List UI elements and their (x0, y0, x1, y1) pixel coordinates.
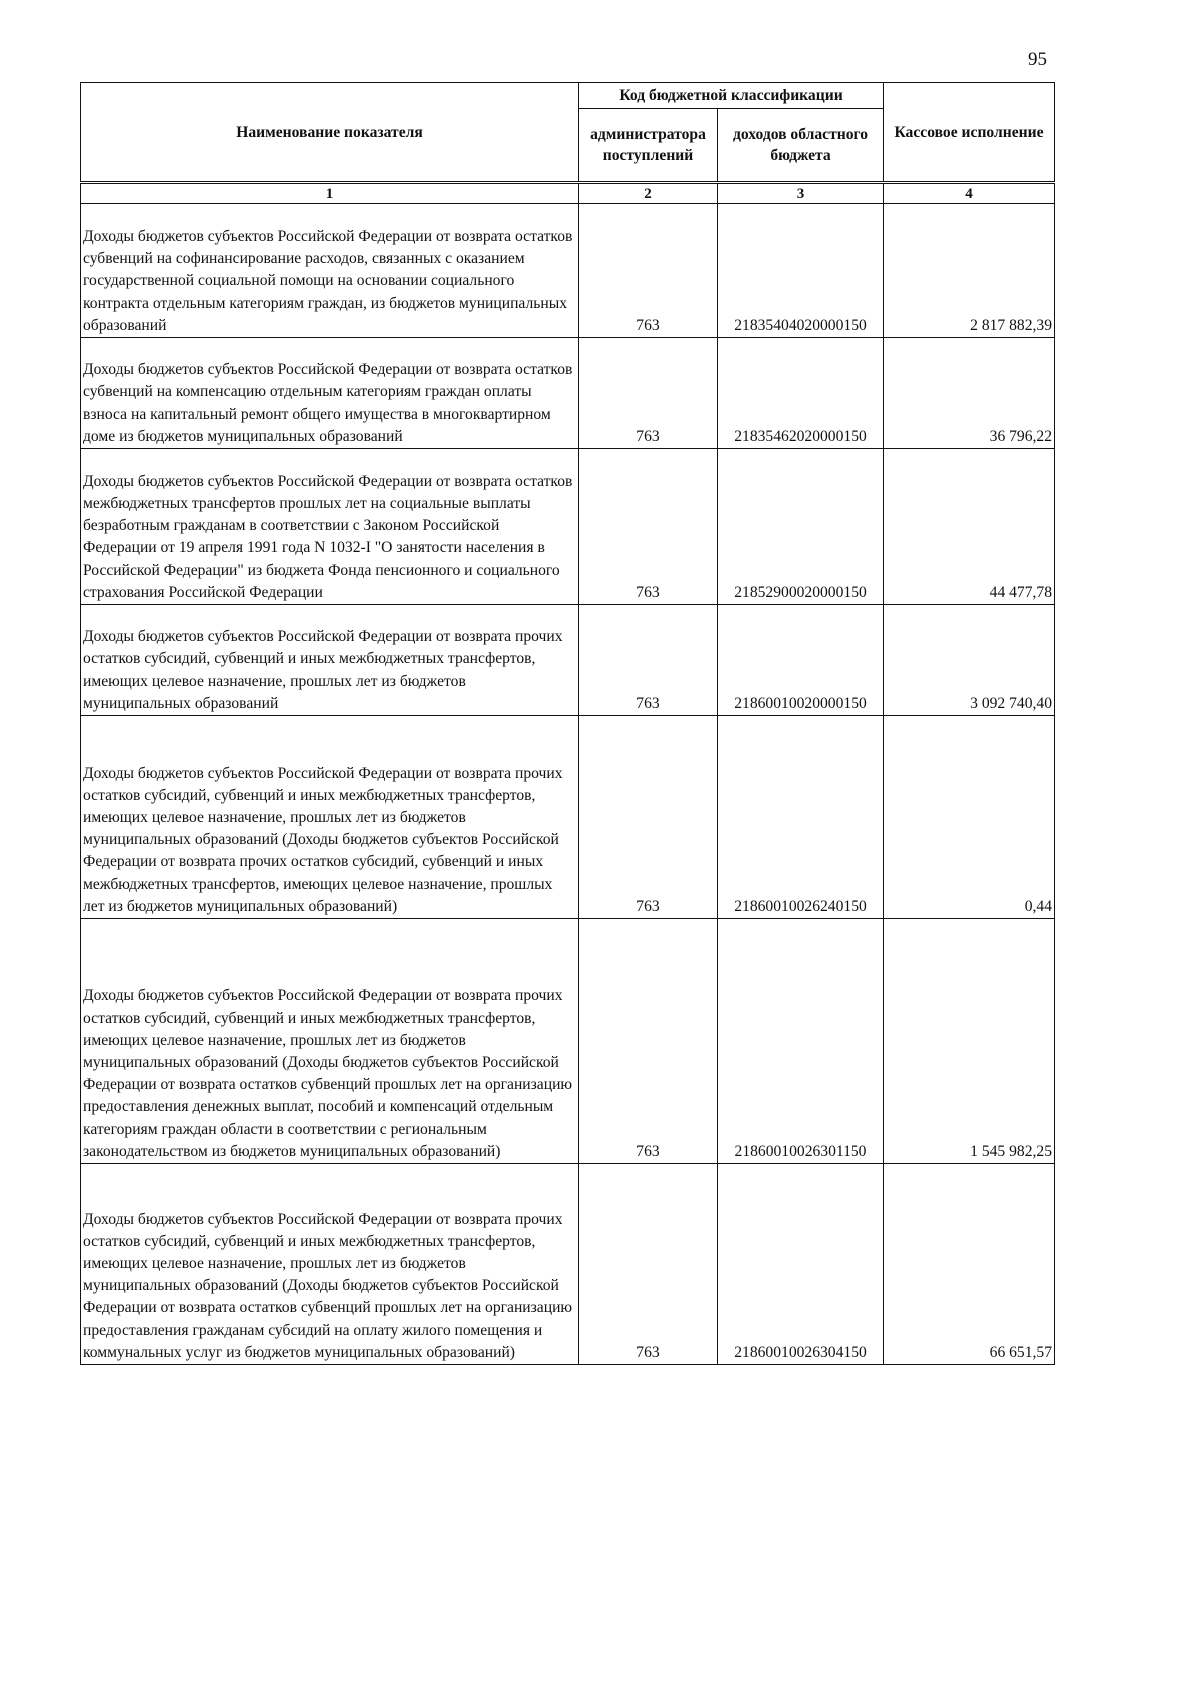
row-revenue-code: 21852900020000150 (718, 449, 884, 605)
budget-table (80, 82, 1055, 1365)
row-name: Доходы бюджетов субъектов Российской Федерации от возврата прочих остатков субсидий, субвенций и иных межбюджетных трансфертов, имеющих целевое назначение, прошлых лет из бюджетов муниципальных образований (Доходы бюджетов субъектов Российской Федерации от возврата прочих остатков субсидий, субвенций и иных межбюджетных трансфертов, имеющих целевое назначение, прошлых лет из бюджетов муниципальных образований) (81, 716, 579, 919)
header-indicator-name: Наименование показателя (81, 83, 579, 183)
row-amount: 36 796,22 (884, 338, 1055, 449)
row-admin-code: 763 (579, 716, 718, 919)
row-revenue-code: 21835462020000150 (718, 338, 884, 449)
row-admin-code: 763 (579, 605, 718, 716)
row-name: Доходы бюджетов субъектов Российской Федерации от возврата прочих остатков субсидий, субвенций и иных межбюджетных трансфертов, имеющих целевое назначение, прошлых лет из бюджетов муниципальных образований (Доходы бюджетов субъектов Российской Федерации от возврата остатков субвенций прошлых лет на организацию предоставления денежных выплат, пособий и компенсаций отдельным категориям граждан области в соответствии с региональным законодательством из бюджетов муниципальных образований) (81, 919, 579, 1164)
row-name: Доходы бюджетов субъектов Российской Федерации от возврата остатков субвенций на компенсацию отдельным категориям граждан оплаты взноса на капитальный ремонт общего имущества в многоквартирном доме из бюджетов муниципальных образований (81, 338, 579, 449)
row-name: Доходы бюджетов субъектов Российской Федерации от возврата остатков субвенций на софинансирование расходов, связанных с оказанием государственной социальной помощи на основании социального контракта отдельным категориям граждан, из бюджетов муниципальных образований (81, 204, 579, 338)
row-revenue-code: 21860010020000150 (718, 605, 884, 716)
row-amount: 44 477,78 (884, 449, 1055, 605)
row-amount: 66 651,57 (884, 1164, 1055, 1365)
column-number: 3 (718, 183, 884, 204)
row-admin-code: 763 (579, 919, 718, 1164)
table-row (81, 605, 1055, 716)
table-row (81, 204, 1055, 338)
row-name: Доходы бюджетов субъектов Российской Федерации от возврата прочих остатков субсидий, субвенций и иных межбюджетных трансфертов, имеющих целевое назначение, прошлых лет из бюджетов муниципальных образований (81, 605, 579, 716)
row-admin-code: 763 (579, 1164, 718, 1365)
table-row (81, 449, 1055, 605)
column-number: 4 (884, 183, 1055, 204)
column-number: 2 (579, 183, 718, 204)
row-admin-code: 763 (579, 204, 718, 338)
header-regional-revenue: доходов областного бюджета (718, 109, 884, 183)
row-amount: 0,44 (884, 716, 1055, 919)
header-administrator: администратора поступлений (579, 109, 718, 183)
column-number: 1 (81, 183, 579, 204)
table-row (81, 1164, 1055, 1365)
page-number: 95 (1028, 49, 1047, 70)
table-row (81, 338, 1055, 449)
row-amount: 3 092 740,40 (884, 605, 1055, 716)
row-amount: 2 817 882,39 (884, 204, 1055, 338)
row-admin-code: 763 (579, 338, 718, 449)
column-number-row (81, 183, 1055, 204)
row-name: Доходы бюджетов субъектов Российской Федерации от возврата остатков межбюджетных трансфертов прошлых лет на социальные выплаты безработным гражданам в соответствии с Законом Российской Федерации от 19 апреля 1991 года N 1032-I "О занятости населения в Российской Федерации" из бюджета Фонда пенсионного и социального страхования Российской Федерации (81, 449, 579, 605)
row-revenue-code: 21860010026240150 (718, 716, 884, 919)
row-revenue-code: 21860010026304150 (718, 1164, 884, 1365)
header-cash-execution: Кассовое исполнение (884, 83, 1055, 183)
header-classification-code: Код бюджетной классификации (579, 83, 884, 109)
table-row (81, 716, 1055, 919)
row-amount: 1 545 982,25 (884, 919, 1055, 1164)
table-row (81, 919, 1055, 1164)
row-revenue-code: 21835404020000150 (718, 204, 884, 338)
row-admin-code: 763 (579, 449, 718, 605)
row-name: Доходы бюджетов субъектов Российской Федерации от возврата прочих остатков субсидий, субвенций и иных межбюджетных трансфертов, имеющих целевое назначение, прошлых лет из бюджетов муниципальных образований (Доходы бюджетов субъектов Российской Федерации от возврата остатков субвенций прошлых лет на организацию предоставления гражданам субсидий на оплату жилого помещения и коммунальных услуг из бюджетов муниципальных образований) (81, 1164, 579, 1365)
row-revenue-code: 21860010026301150 (718, 919, 884, 1164)
